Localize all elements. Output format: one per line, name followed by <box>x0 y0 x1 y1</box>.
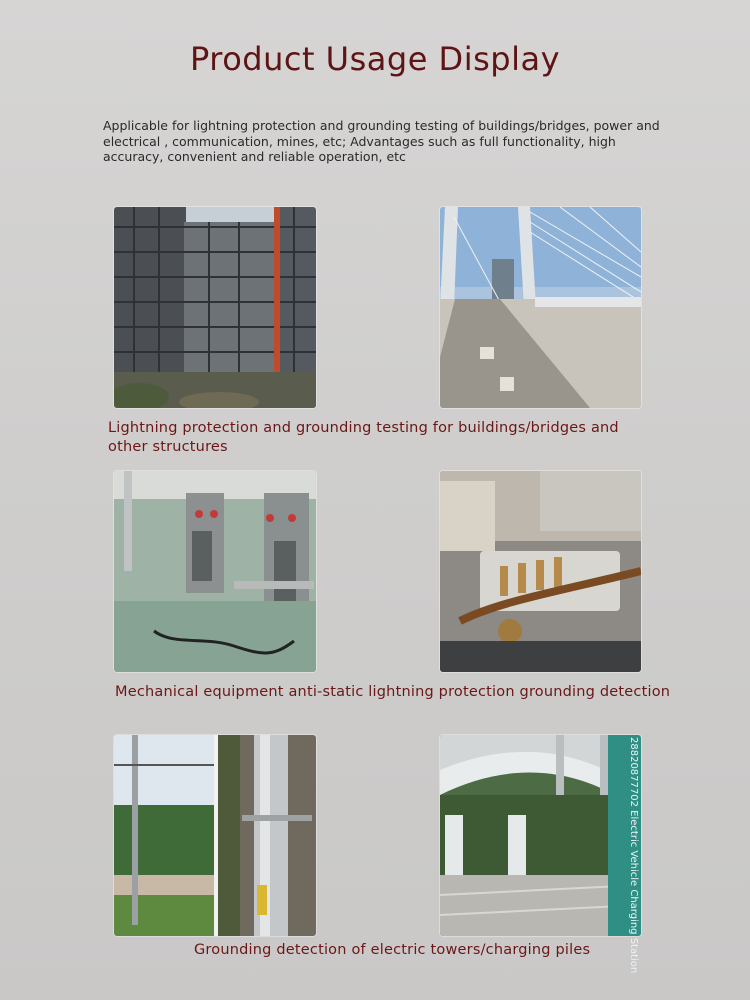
caption-mechanical-equipment: Mechanical equipment anti-static lightning protection grounding detection <box>115 684 671 700</box>
building-construction-photo <box>114 207 316 408</box>
charging-station-photo <box>440 735 641 936</box>
intro-paragraph: Applicable for lightning protection and grounding testing of buildings/bridges, power and electrical , communication, mines, etc; Advantages such as full functionality, high accuracy, convenient and reliable operation, etc <box>103 118 660 164</box>
page-title: Product Usage Display <box>190 40 560 78</box>
caption-buildings-bridges: Lightning protection and grounding testing for buildings/bridges and other structures <box>108 420 619 455</box>
electric-tower-photo <box>114 735 316 936</box>
cable-bridge-photo <box>440 207 641 408</box>
motor-grounding-terminal-photo <box>440 471 641 672</box>
charging-station-sign-text: 28820877702 Electric Vehicle Charging Station <box>628 737 639 974</box>
caption-towers-charging-piles: Grounding detection of electric towers/charging piles <box>194 942 591 958</box>
mechanical-equipment-photo <box>114 471 316 672</box>
